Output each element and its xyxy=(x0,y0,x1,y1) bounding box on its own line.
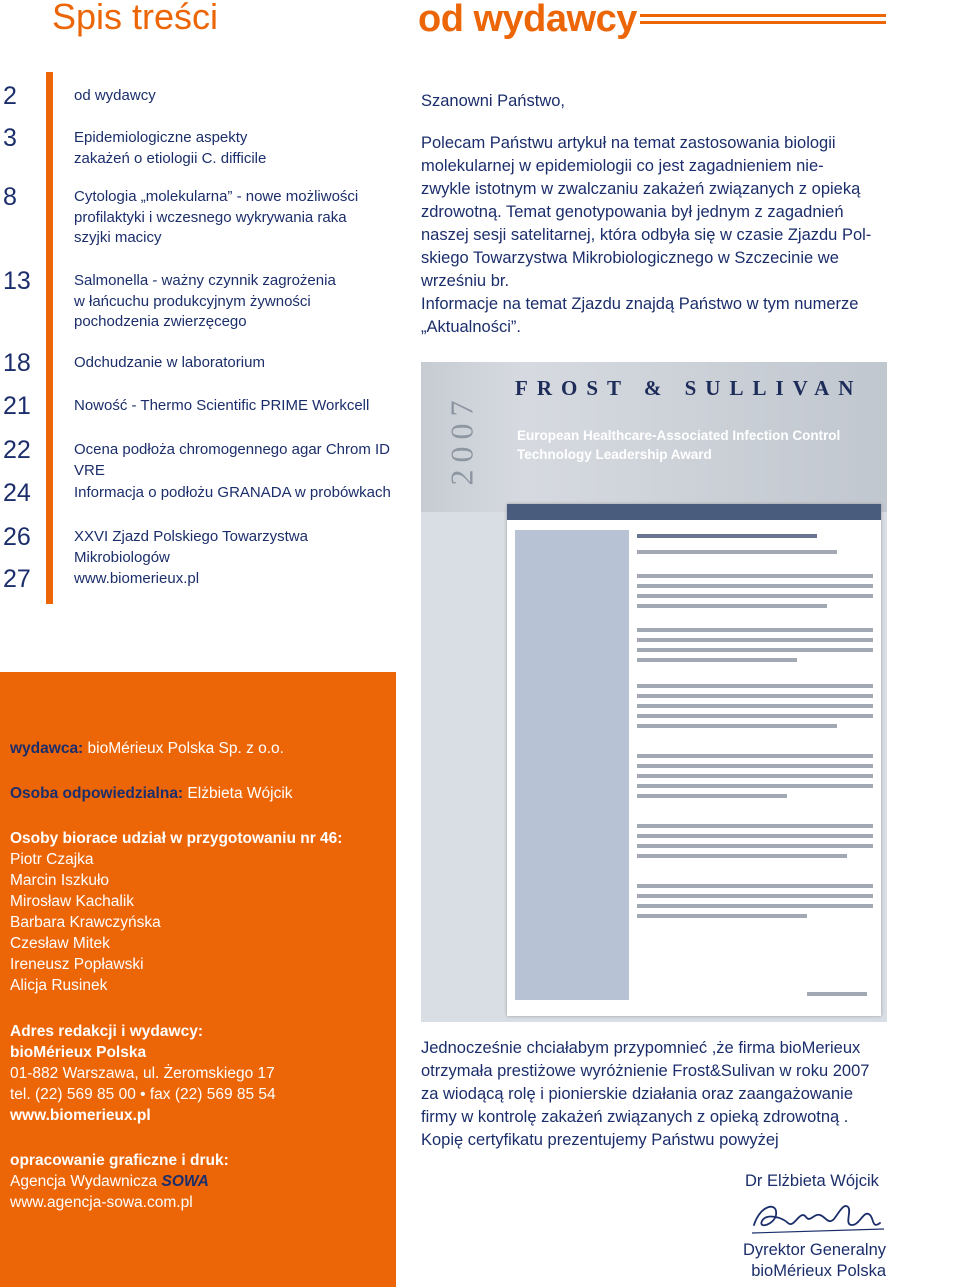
toc-page-number: 21 xyxy=(3,392,31,420)
publisher-line xyxy=(10,738,284,759)
toc-page-number: 3 xyxy=(3,124,17,152)
doc-text-line xyxy=(637,694,873,698)
contributor-name: Alicja Rusinek xyxy=(10,977,108,994)
award-line: otrzymała prestiżowe wyróżnienie Frost&Sulivan w roku 2007 xyxy=(421,1062,870,1080)
doc-text-line xyxy=(637,914,807,918)
intro-line: naszej sesji satelitarnej, która odbyła się w czasie Zjazdu Pol- xyxy=(421,226,872,244)
address-block xyxy=(10,1021,276,1126)
doc-text-line xyxy=(637,604,827,608)
toc-entry-title: Nowość - Thermo Scientific PRIME Workcell xyxy=(74,397,370,414)
doc-header-bar xyxy=(507,504,881,520)
toc-title: Spis treści xyxy=(52,0,219,37)
contributors-heading: Osoby biorace udział w przygotowaniu nr 46: xyxy=(10,830,343,847)
intro-line: „Aktualności”. xyxy=(421,318,521,336)
responsible-line xyxy=(10,783,293,804)
doc-text-line xyxy=(637,774,873,778)
doc-text-line xyxy=(637,784,873,788)
graphics-heading: opracowanie graficzne i druk: xyxy=(10,1152,229,1169)
contributor-name: Mirosław Kachalik xyxy=(10,893,135,910)
award-subtitle: European Healthcare-Associated Infection Control Technology Leadership Award xyxy=(517,428,841,462)
toc-page-number: 2 xyxy=(3,82,17,110)
toc-entry-title: XXVI Zjazd Polskiego Towarzystwa Mikrobiologów xyxy=(74,528,308,566)
toc-page-number: 13 xyxy=(3,267,31,295)
contributor-name: Barbara Krawczyńska xyxy=(10,914,161,931)
address-street: 01-882 Warszawa, ul. Żeromskiego 17 xyxy=(10,1065,275,1082)
publisher-note-title: od wydawcy xyxy=(418,0,637,40)
contributor-name: Czesław Mitek xyxy=(10,935,110,952)
award-line: Jednocześnie chciałabym przypomnieć ,że firma bioMerieux xyxy=(421,1039,861,1057)
doc-text-line xyxy=(637,574,873,578)
toc-accent-bar xyxy=(46,72,53,604)
doc-text-line xyxy=(637,884,873,888)
doc-text-line xyxy=(637,844,873,848)
sowa-logo: SOWA xyxy=(161,1173,209,1190)
greeting: Szanowni Państwo, xyxy=(421,92,565,110)
doc-text-line xyxy=(637,648,873,652)
publisher-label: wydawca: xyxy=(10,740,84,757)
doc-text-line xyxy=(637,794,787,798)
toc-entry-title: www.biomerieux.pl xyxy=(74,570,200,587)
doc-sidebar xyxy=(515,530,629,1000)
doc-text-line xyxy=(637,834,873,838)
doc-text-line xyxy=(637,714,873,718)
signatory-role-line: Dyrektor Generalny xyxy=(742,1241,886,1259)
intro-line: Informacje na temat Zjazdu znajdą Państwo w tym numerze xyxy=(421,295,859,313)
award-paragraph xyxy=(421,1037,891,1152)
toc-entry-title: Ocena podłoża chromogennego agar Chrom ID VRE xyxy=(74,441,391,479)
doc-text-line xyxy=(637,704,873,708)
award-brand: FROST & SULLIVAN xyxy=(515,376,863,400)
doc-text-line xyxy=(637,658,797,662)
responsible-label: Osoba odpowiedzialna: xyxy=(10,785,184,802)
handwritten-signature xyxy=(748,1195,893,1241)
intro-line: molekularnej w epidemiologii co jest zagadnieniem nie- xyxy=(421,157,824,175)
address-phone: tel. (22) 569 85 00 • fax (22) 569 85 54 xyxy=(10,1086,276,1103)
doc-text-line xyxy=(637,754,873,758)
toc-page-number: 24 xyxy=(3,479,31,507)
toc-page-number: 26 xyxy=(3,523,31,551)
intro-line: Polecam Państwu artykuł na temat zastosowania biologii xyxy=(421,134,836,152)
contributor-name: Ireneusz Popławski xyxy=(10,956,144,973)
graphics-web-link[interactable]: www.agencja-sowa.com.pl xyxy=(10,1194,193,1211)
contributor-name: Piotr Czajka xyxy=(10,851,94,868)
graphics-block xyxy=(10,1150,229,1213)
signatory-name: Dr Elżbieta Wójcik xyxy=(745,1172,879,1190)
publisher-value: bioMérieux Polska Sp. z o.o. xyxy=(87,740,284,757)
award-year: 2007 xyxy=(443,393,480,486)
doc-text-line xyxy=(637,764,873,768)
doc-text-line xyxy=(637,824,873,828)
doc-text-line xyxy=(637,638,873,642)
imprint-box xyxy=(0,672,396,1287)
address-web-link[interactable]: www.biomerieux.pl xyxy=(10,1107,151,1124)
toc-entry-title: Odchudzanie w laboratorium xyxy=(74,354,265,371)
title-decoration xyxy=(640,14,886,32)
intro-line: zdrowotną. Temat genotypowania był jednym z zagadnień xyxy=(421,203,844,221)
toc-entry-title: Epidemiologiczne aspekty zakażeń o etiologii C. difficile xyxy=(74,129,267,167)
doc-text-line xyxy=(637,550,837,554)
intro-paragraph xyxy=(421,132,891,339)
doc-text-line xyxy=(637,594,873,598)
intro-line: zwykle istotnym w zwalczaniu zakażeń związanych z opieką xyxy=(421,180,861,198)
responsible-value: Elżbieta Wójcik xyxy=(187,785,293,802)
doc-text-line xyxy=(637,724,837,728)
signatory-role xyxy=(700,1240,886,1282)
toc-page-number: 27 xyxy=(3,565,31,593)
address-heading: Adres redakcji i wydawcy: xyxy=(10,1023,203,1040)
contributors-block xyxy=(10,828,342,996)
graphics-agency-line xyxy=(10,1171,229,1192)
signatory-role-line: bioMérieux Polska xyxy=(751,1262,886,1280)
toc-entry-title: Informacja o podłożu GRANADA w probówkach xyxy=(74,484,391,501)
toc-entry-title: Cytologia „molekularna” - nowe możliwości profilaktyki i wczesnego wykrywania raka szyjki macicy xyxy=(74,188,359,246)
toc-page-number: 22 xyxy=(3,436,31,464)
doc-text-line xyxy=(637,894,873,898)
doc-text-line xyxy=(637,534,817,538)
toc-entry-title: Salmonella - ważny czynnik zagrożenia w łańcuchu produkcyjnym żywności pochodzenia zwierzęcego xyxy=(74,272,336,330)
doc-text-line xyxy=(637,854,847,858)
toc-page-number: 8 xyxy=(3,183,17,211)
address-company: bioMérieux Polska xyxy=(10,1044,147,1061)
doc-text-line xyxy=(807,992,867,996)
graphics-agency: Agencja Wydawnicza xyxy=(10,1173,158,1190)
doc-text-line xyxy=(637,684,873,688)
award-document-thumbnail xyxy=(507,504,881,1016)
award-line: firmy w kontrolę zakażeń związanych z opieką zdrowotną . xyxy=(421,1108,849,1126)
intro-line: wrześniu br. xyxy=(421,272,510,290)
intro-line: skiego Towarzystwa Mikrobiologicznego w Szczecinie we xyxy=(421,249,839,267)
toc-entry-title: od wydawcy xyxy=(74,87,156,104)
doc-text-line xyxy=(637,904,873,908)
doc-text-line xyxy=(637,584,873,588)
doc-text-line xyxy=(637,628,873,632)
award-line: Kopię certyfikatu prezentujemy Państwu powyżej xyxy=(421,1131,779,1149)
award-certificate-image xyxy=(421,362,887,1022)
toc-page-number: 18 xyxy=(3,349,31,377)
contributor-name: Marcin Iszkuło xyxy=(10,872,110,889)
award-line: za wiodącą rolę i pionierskie działania oraz zaangażowanie xyxy=(421,1085,854,1103)
